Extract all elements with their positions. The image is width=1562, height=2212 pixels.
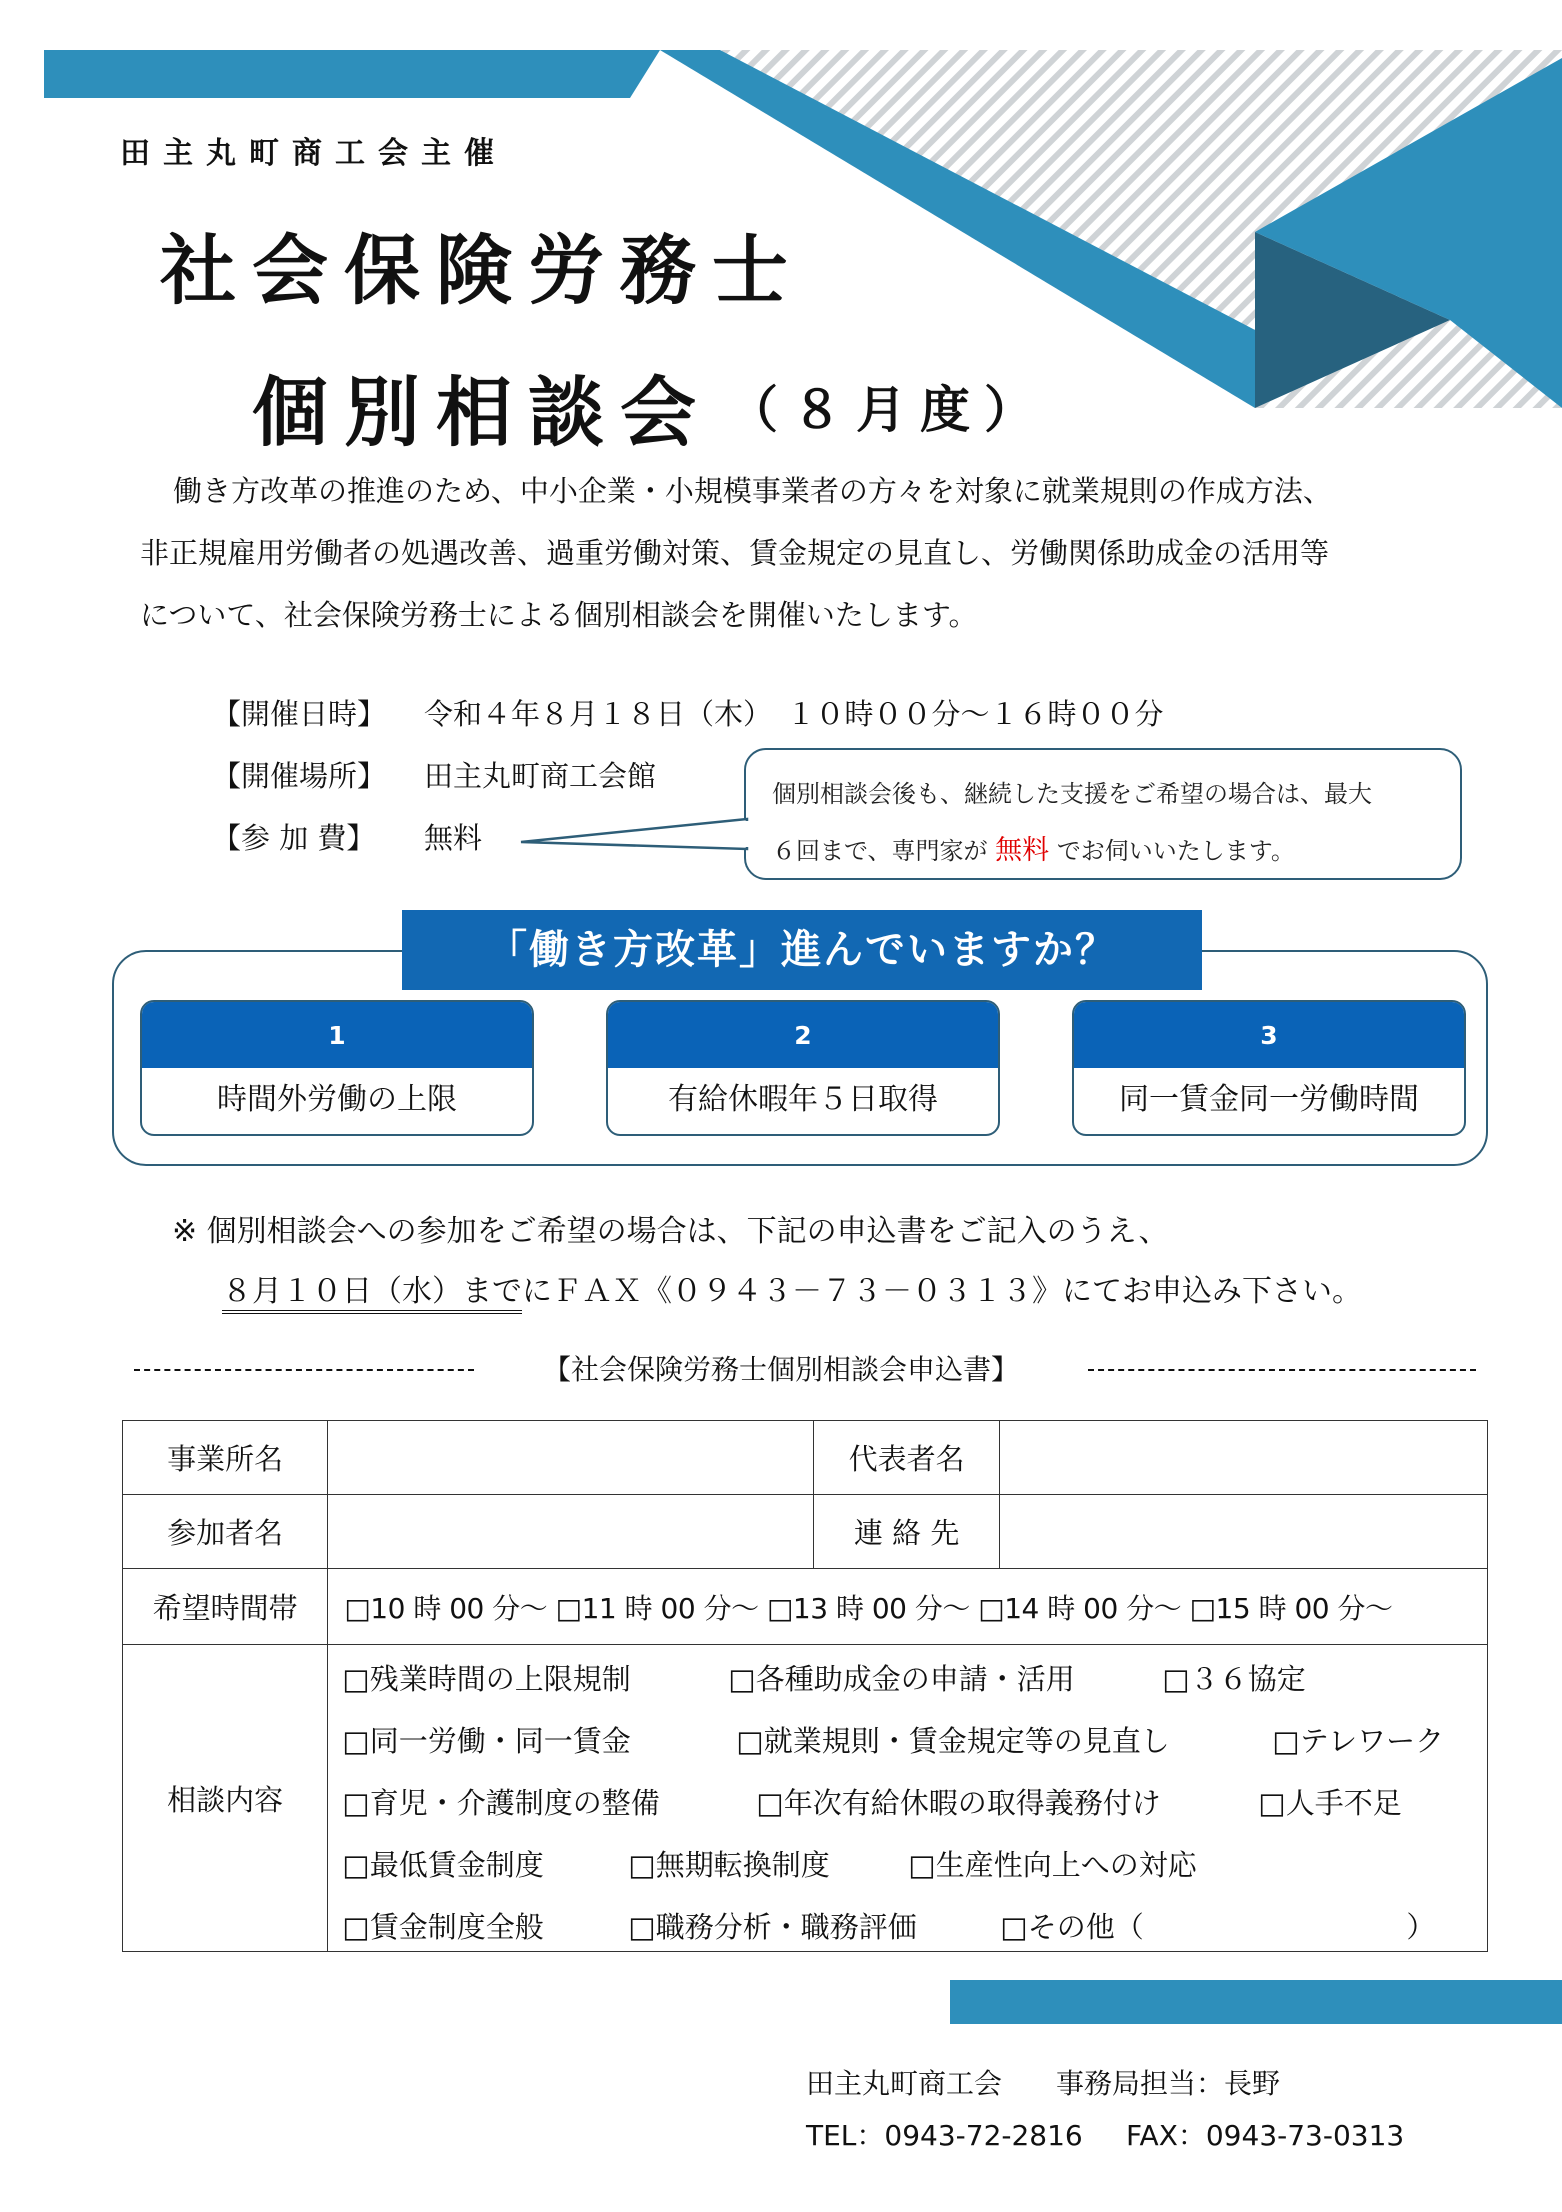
bubble-line2-pre: ６回まで、専門家が — [772, 837, 988, 865]
topic-checkbox[interactable]: □最低賃金制度 — [342, 1848, 544, 1882]
topic-checkbox[interactable]: □残業時間の上限規制 — [342, 1662, 631, 1696]
place-label: 【開催場所】 — [212, 759, 387, 793]
event-fee-row — [212, 816, 482, 857]
topic-checkbox[interactable]: □育児・介護制度の整備 — [342, 1786, 660, 1820]
topic-checkbox[interactable]: □無期転換制度 — [628, 1848, 830, 1882]
intro-line: 非正規雇用労働者の処遇改善、過重労働対策、賃金規定の見直し、労働関係助成金の活用等 — [140, 536, 1330, 570]
contact-label: 連 絡 先 — [814, 1495, 1000, 1569]
page-title-month: （８月度） — [728, 381, 1048, 439]
fee-value: 無料 — [424, 821, 483, 855]
topic-checkbox[interactable]: □職務分析・職務評価 — [628, 1910, 917, 1944]
application-form — [122, 1420, 1488, 1952]
bubble-tail — [518, 815, 750, 855]
contact-field[interactable] — [1000, 1495, 1488, 1569]
form-row — [123, 1569, 1488, 1645]
topic-checkbox[interactable]: □就業規則・賃金規定等の見直し — [736, 1724, 1170, 1758]
topic-other-checkbox[interactable]: □その他（ — [1000, 1910, 1144, 1944]
time-options[interactable]: □10 時 00 分～ □11 時 00 分～ □13 時 00 分～ □14 時 00 分～ □15 時 00 分～ — [328, 1569, 1488, 1645]
organizer-label: 田主丸町商工会主催 — [120, 136, 507, 171]
topic-checkbox[interactable]: □年次有給休暇の取得義務付け — [756, 1786, 1161, 1820]
topic-checkbox[interactable]: □生産性向上への対応 — [908, 1848, 1197, 1882]
deadline-date: ８月１０日（水）まで — [222, 1275, 522, 1314]
topic-checkbox[interactable]: □同一労働・同一賃金 — [342, 1724, 631, 1758]
business-name-field[interactable] — [328, 1421, 814, 1495]
bubble-line1: 個別相談会後も、継続した支援をご希望の場合は、最大 — [772, 780, 1372, 808]
point-card-text: 同一賃金同一労働時間 — [1119, 1082, 1419, 1117]
application-note-line1: ※ 個別相談会への参加をご希望の場合は、下記の申込書をご記入のうえ、 — [172, 1214, 1169, 1249]
speech-bubble — [744, 748, 1462, 880]
point-card-text: 時間外労働の上限 — [217, 1082, 457, 1117]
participant-name-field[interactable] — [328, 1495, 814, 1569]
topic-checkbox[interactable]: □各種助成金の申請・活用 — [728, 1662, 1075, 1696]
date-label: 【開催日時】 — [212, 697, 387, 731]
rep-label: 代表者名 — [814, 1421, 1000, 1495]
form-row — [123, 1495, 1488, 1569]
form-title: 【社会保険労務士個別相談会申込書】 — [542, 1353, 1019, 1386]
footer-org: 田主丸町商工会 — [806, 2067, 1003, 2100]
point-card — [140, 1000, 534, 1136]
point-card-number: 1 — [142, 1002, 532, 1068]
footer-bar — [950, 1980, 1562, 2024]
rep-name-field[interactable] — [1000, 1421, 1488, 1495]
footer-tel: TEL：0943-72-2816 — [806, 2119, 1083, 2152]
bubble-line2-post: でお伺いいたします。 — [1056, 837, 1295, 865]
page-title-line2: 個別相談会 — [252, 368, 712, 457]
top-left-bar — [44, 50, 660, 98]
bubble-line2 — [772, 828, 1295, 867]
event-date-row — [212, 692, 1164, 733]
place-value: 田主丸町商工会館 — [424, 759, 657, 793]
topic-checkbox[interactable]: □３６協定 — [1162, 1662, 1306, 1696]
form-row — [123, 1645, 1488, 1952]
participant-label: 参加者名 — [123, 1495, 328, 1569]
form-row — [123, 1421, 1488, 1495]
fax-instruction: にＦＡＸ《０９４３－７３－０３１３》にてお申込み下さい。 — [522, 1274, 1362, 1309]
topic-checkbox[interactable]: □人手不足 — [1258, 1786, 1402, 1820]
fee-label: 【参 加 費】 — [212, 821, 376, 855]
application-note-line2 — [222, 1266, 1362, 1314]
dashed-divider-right — [1088, 1369, 1476, 1371]
intro-paragraph — [140, 460, 1480, 646]
topic-other-close: ） — [1406, 1910, 1436, 1944]
topic-checkbox[interactable]: □賃金制度全般 — [342, 1910, 544, 1944]
footer-fax: FAX：0943-73-0313 — [1126, 2119, 1405, 2152]
footer-staff: 事務局担当：長野 — [1056, 2067, 1281, 2100]
event-place-row — [212, 754, 656, 795]
topics-cell — [328, 1645, 1488, 1952]
point-card — [1072, 1000, 1466, 1136]
intro-line: 働き方改革の推進のため、中小企業・小規模事業者の方々を対象に就業規則の作成方法、 — [173, 474, 1332, 508]
page-title-line1: 社会保険労務士 — [160, 226, 804, 315]
point-card — [606, 1000, 1000, 1136]
time-label: 希望時間帯 — [123, 1569, 328, 1645]
point-card-number: 3 — [1074, 1002, 1464, 1068]
business-label: 事業所名 — [123, 1421, 328, 1495]
topics-label: 相談内容 — [123, 1645, 328, 1952]
point-card-text: 有給休暇年５日取得 — [668, 1082, 938, 1117]
question-banner: 「働き方改革」進んでいますか？ — [402, 910, 1202, 990]
topic-checkbox[interactable]: □テレワーク — [1272, 1724, 1445, 1758]
intro-line: について、社会保険労務士による個別相談会を開催いたします。 — [140, 598, 978, 632]
date-value: 令和４年８月１８日（木） １０時００分～１６時００分 — [424, 697, 1164, 731]
free-highlight: 無料 — [995, 835, 1050, 866]
point-card-number: 2 — [608, 1002, 998, 1068]
